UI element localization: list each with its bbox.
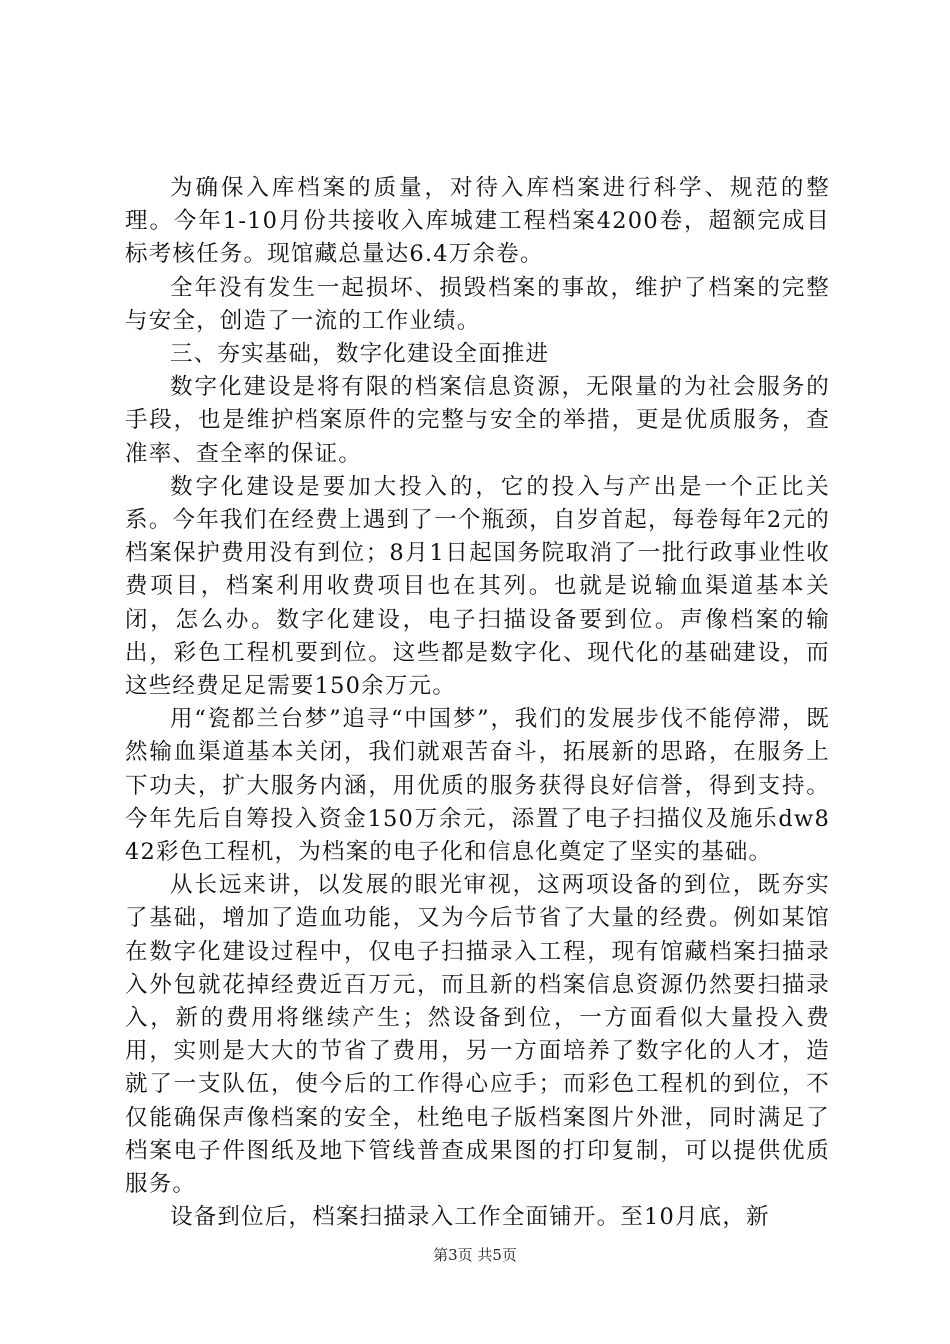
section-heading: 三、夯实基础，数字化建设全面推进 bbox=[170, 341, 550, 368]
page-number-footer: 第3页 共5页 bbox=[433, 1246, 517, 1264]
paragraph-7: 设备到位后，档案扫描录入工作全面铺开。至10月底，新 bbox=[170, 1204, 770, 1231]
paragraph-5: 用“瓷都兰台梦”追寻“中国梦”，我们的发展步伐不能停滞，既然输血渠道基本关闭，我们就艰苦奋斗，拓展新的思路，在服务上下功夫，扩大服务内涵，用优质的服务获得良好信誉，得到支持。今年先后自筹投入资金150万余元，添置了电子扫描仪及施乐dw842彩色工程机，为档案的电子化和信息化奠定了坚实的基础。 bbox=[125, 706, 830, 866]
paragraph-3: 数字化建设是将有限的档案信息资源，无限量的为社会服务的手段，也是维护档案原件的完整与安全的举措，更是优质服务，查准率、查全率的保证。 bbox=[125, 374, 830, 467]
paragraph-4: 数字化建设是要加大投入的，它的投入与产出是一个正比关系。今年我们在经费上遇到了一个瓶颈，自岁首起，每卷每年2元的档案保护费用没有到位；8月1日起国务院取消了一批行政事业性收费项目，档案利用收费项目也在其列。也就是说输血渠道基本关闭，怎么办。数字化建设，电子扫描设备要到位。声像档案的输出，彩色工程机要到位。这些都是数字化、现代化的基础建设，而这些经费足足需要150余万元。 bbox=[125, 473, 830, 700]
document-body bbox=[125, 172, 830, 1235]
paragraph-2: 全年没有发生一起损坏、损毁档案的事故，维护了档案的完整与安全，创造了一流的工作业绩。 bbox=[125, 274, 830, 334]
paragraph-6: 从长远来讲，以发展的眼光审视，这两项设备的到位，既夯实了基础，增加了造血功能，又为今后节省了大量的经费。例如某馆在数字化建设过程中，仅电子扫描录入工程，现有馆藏档案扫描录入外包就花掉经费近百万元，而且新的档案信息资源仍然要扫描录入，新的费用将继续产生；然设备到位，一方面看似大量投入费用，实则是大大的节省了费用，另一方面培养了数字化的人才，造就了一支队伍，使今后的工作得心应手；而彩色工程机的到位，不仅能确保声像档案的安全，杜绝电子版档案图片外泄，同时满足了档案电子件图纸及地下管线普查成果图的打印复制，可以提供优质服务。 bbox=[125, 872, 830, 1198]
paragraph-1: 为确保入库档案的质量，对待入库档案进行科学、规范的整理。今年1-10月份共接收入库城建工程档案4200卷，超额完成目标考核任务。现馆藏总量达6.4万余卷。 bbox=[125, 175, 830, 268]
